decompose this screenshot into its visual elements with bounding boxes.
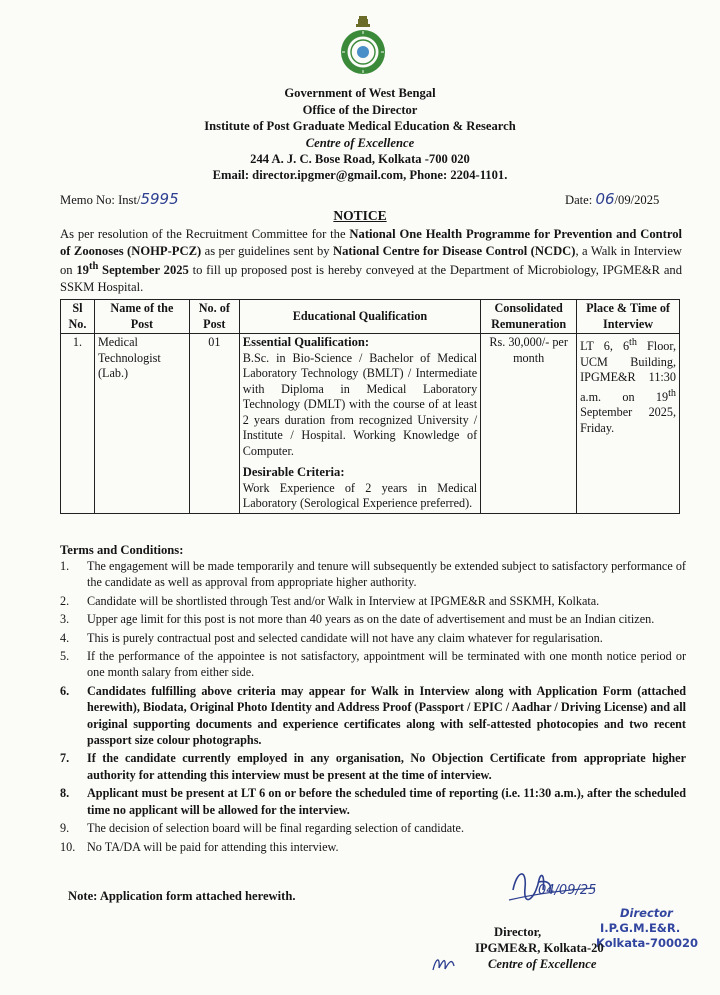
memo-date <box>565 190 659 208</box>
desirable-title: Desirable Criteria: <box>242 465 345 479</box>
date-rest: /09/2025 <box>614 193 660 207</box>
cell-place <box>577 334 680 514</box>
cell-post: Medical Technologist (Lab.) <box>94 334 189 514</box>
stamp-institute: I.P.G.M.E&R. <box>600 921 681 935</box>
header-address: 244 A. J. C. Bose Road, Kolkata -700 020 <box>250 152 470 166</box>
memo-handwritten-number: 5995 <box>140 190 179 208</box>
cell-sl: 1. <box>61 334 95 514</box>
post-table <box>60 299 680 514</box>
item-number: 6. <box>60 683 70 698</box>
item-number: 9. <box>60 821 70 836</box>
note-application-form: Note: Application form attached herewith. <box>68 889 296 903</box>
notice-ncdc: National Centre for Disease Control (NCDC) <box>333 243 576 258</box>
list-item <box>60 785 686 818</box>
list-item <box>60 593 686 609</box>
item-text: Upper age limit for this post is not more than 40 years as on the date of advertisement and must be an Indian citizen. <box>87 612 655 627</box>
notice-text: as per guidelines sent by <box>201 243 334 258</box>
item-number: 7. <box>60 751 70 766</box>
essential-text: B.Sc. in Bio-Science / Bachelor of Medical Laboratory Technology (BMLT) / Intermediate with Diploma in Medical Laboratory Technology (DMLT) with the course of at least 2 years duration from recognized University / Institute / Hospital. Working Knowledge of Computer. <box>242 350 478 458</box>
place-sup: th <box>668 387 676 399</box>
col-header-post: Name of the Post <box>94 300 189 334</box>
col-header-count: No. of Post <box>189 300 239 334</box>
table-row <box>61 334 680 514</box>
notice-date <box>76 263 188 277</box>
col-header-sl: Sl No. <box>61 300 95 334</box>
item-text: Candidate will be shortlisted through Test and/or Walk in Interview at IPGME&R and SSKMH, Kolkata. <box>87 593 600 608</box>
header-office: Office of the Director <box>302 103 418 117</box>
place-text: LT 6, 6 <box>580 339 630 354</box>
cell-remuneration: Rs. 30,000/- per month <box>481 334 577 514</box>
notice-date-day: 19 <box>76 263 89 278</box>
terms-title: Terms and Conditions: <box>60 543 184 557</box>
item-number: 8. <box>60 786 70 801</box>
stamp-city: Kolkata-700020 <box>596 936 699 950</box>
item-number: 5. <box>60 649 70 664</box>
item-text: If the performance of the appointee is not satisfactory, appointment will be terminated with one month notice period or one month salary from either side. <box>87 649 686 680</box>
notice-text: As per resolution of the Recruitment Committee for the <box>60 227 350 241</box>
terms-list <box>60 558 686 857</box>
date-handwritten-day: 06 <box>595 190 615 208</box>
west-bengal-emblem-icon <box>338 14 388 76</box>
notice-programme: National One Health Programme for Prevention and Control of Zoonoses (NOHP-PCZ) <box>60 227 682 258</box>
list-item <box>60 648 686 681</box>
notice-text: to fill up proposed post is hereby conveyed at the Department of Microbiology, IPGME&R and SSKM Hospital. <box>60 263 682 294</box>
item-number: 3. <box>60 612 70 627</box>
place-text: September 2025, Friday. <box>580 405 676 435</box>
list-item <box>60 839 686 855</box>
item-text: The decision of selection board will be final regarding selection of candidate. <box>87 821 464 836</box>
header-institute: Institute of Post Graduate Medical Education & Research <box>204 119 516 133</box>
memo-number <box>60 190 179 208</box>
col-header-remuneration: Consolidated Remuneration <box>481 300 577 334</box>
notice-date-sup: th <box>88 261 99 273</box>
item-number: 4. <box>60 630 70 645</box>
cell-qualification <box>239 334 480 514</box>
item-text: Candidates fulfilling above criteria may appear for Walk in Interview along with Application Form (attached herewith), Biodata, Original Photo Identity and Address Proof (Passport / EPIC / Aadhar / Driving License) and all original supporting documents and experience certificates along with self-attested photocopies and two recent passport size colour photographs. <box>87 683 686 748</box>
item-text: No TA/DA will be paid for attending this interview. <box>87 839 339 854</box>
desirable-text: Work Experience of 2 years in Medical Laboratory (Serological Experience preferred). <box>242 480 478 510</box>
memo-label: Memo No: Inst/ <box>60 193 141 207</box>
signatory-institution: IPGME&R, Kolkata-20 <box>475 941 604 955</box>
list-item <box>60 750 686 783</box>
signatory-title: Director, <box>494 925 542 939</box>
item-number: 1. <box>60 559 70 573</box>
list-item <box>60 611 686 627</box>
essential-title: Essential Qualification: <box>242 335 370 349</box>
item-number: 2. <box>60 593 70 608</box>
item-text: The engagement will be made temporarily and tenure will subsequently be extended subject to satisfactory performance of the candidate as well as approval from appropriate higher authority. <box>87 559 686 590</box>
list-item <box>60 683 686 749</box>
signature-date: 04/09/25 <box>538 883 597 898</box>
initials-signature-icon <box>430 950 460 975</box>
table-header-row <box>61 300 680 334</box>
notice-title: NOTICE <box>333 208 387 223</box>
item-text: If the candidate currently employed in any organisation, No Objection Certificate from appropriate higher authority for attending this interview must be present at the time of interview. <box>87 751 686 782</box>
list-item <box>60 558 686 591</box>
item-text: Applicant must be present at LT 6 on or before the scheduled time of reporting (i.e. 11:30 a.m.), after the scheduled time no applicant will be allowed for the interview. <box>87 786 686 817</box>
header-centre: Centre of Excellence <box>305 136 415 150</box>
item-number: 10. <box>60 839 76 854</box>
item-text: This is purely contractual post and selected candidate will not have any claim whatever for regularisation. <box>87 630 603 645</box>
col-header-place: Place & Time of Interview <box>577 300 680 334</box>
header-government: Government of West Bengal <box>284 86 436 100</box>
list-item <box>60 820 686 836</box>
place-sup: th <box>629 337 637 348</box>
place-text: Floor, UCM Building, IPGME&R 11:30 a.m. on 19 <box>580 339 676 404</box>
notice-paragraph <box>60 226 682 296</box>
cell-count: 01 <box>189 334 239 514</box>
notice-text: , a Walk in Interview on <box>60 243 683 278</box>
notice-date-month: September 2025 <box>98 263 189 278</box>
col-header-qualification: Educational Qualification <box>239 300 480 334</box>
signatory-coe: Centre of Excellence <box>488 957 597 971</box>
date-label: Date: <box>565 193 593 207</box>
header-contact: Email: director.ipgmer@gmail.com, Phone: 2204-1101. <box>212 168 508 182</box>
list-item <box>60 630 686 646</box>
stamp-director: Director <box>620 906 673 920</box>
